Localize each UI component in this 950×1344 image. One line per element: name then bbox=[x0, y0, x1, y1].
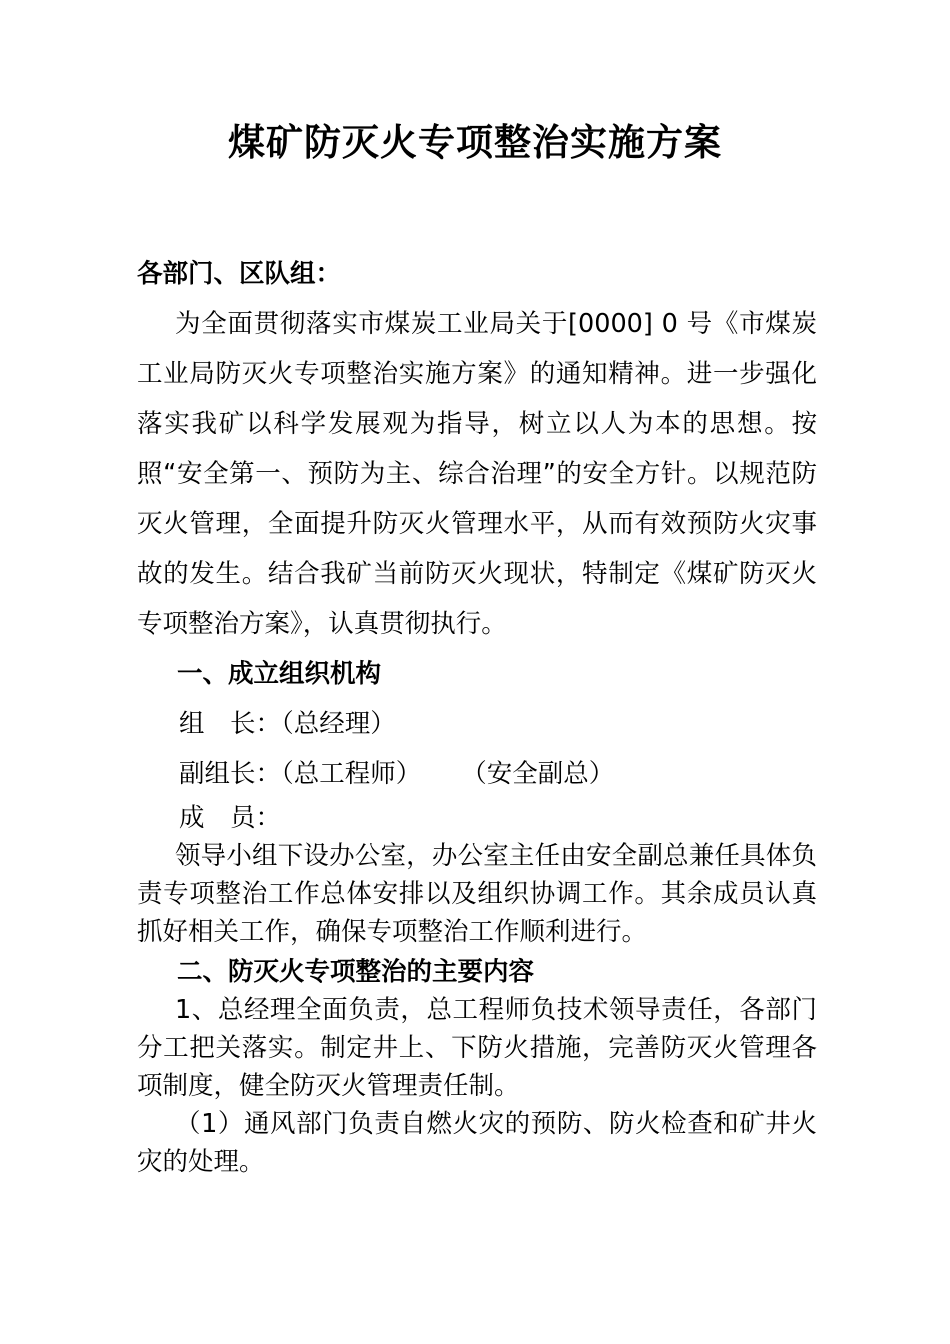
salutation: 各部门、区队组： bbox=[137, 259, 342, 289]
vice-leader-line bbox=[137, 749, 817, 799]
office-paragraph: 领导小组下设办公室，办公室主任由安全副总兼任具体负责专项整治工作总体安排以及组织协调工作。其余成员认真抓好相关工作，确保专项整治工作顺利进行。 bbox=[137, 841, 817, 947]
members-line: 成 员： bbox=[179, 803, 282, 833]
vice-leader-text: 副组长：（总工程师） bbox=[179, 759, 422, 789]
document-title: 煤矿防灭火专项整治实施方案 bbox=[228, 121, 722, 164]
section2-item1: 1、总经理全面负责，总工程师负技术领导责任，各部门分工把关落实。制定井上、下防火措施，完善防灭火管理各项制度，健全防灭火管理责任制。 bbox=[137, 995, 817, 1101]
section2-heading: 二、防灭火专项整治的主要内容 bbox=[177, 957, 535, 987]
intro-paragraph: 为全面贯彻落实市煤炭工业局关于[0000] 0 号《市煤炭工业局防灭火专项整治实施方案》的通知精神。进一步强化落实我矿以科学发展观为指导，树立以人为本的思想。按照“安全第一、预防为主、综合治理”的安全方针。以规范防灭火管理，全面提升防灭火管理水平，从而有效预防火灾事故的发生。结合我矿当前防灭火现状，特制定《煤矿防灭火专项整治方案》，认真贯彻执行。 bbox=[137, 309, 817, 639]
leader-line: 组 长：（总经理） bbox=[179, 709, 396, 739]
section2-item1-sub1: （1）通风部门负责自燃火灾的预防、防火检查和矿井火灾的处理。 bbox=[137, 1109, 817, 1177]
vice-leader-2-text: （安全副总） bbox=[461, 759, 615, 789]
document-body bbox=[137, 249, 817, 1181]
section1-heading: 一、成立组织机构 bbox=[177, 659, 382, 689]
